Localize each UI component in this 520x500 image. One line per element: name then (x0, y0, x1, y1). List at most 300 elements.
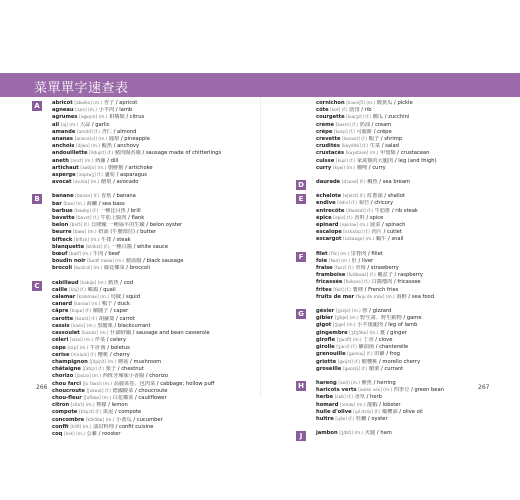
french-word: hareng (316, 379, 337, 386)
french-word: crème (316, 121, 335, 128)
french-word: canard (52, 301, 73, 308)
vocab-entry: fruits de mer [fʁɥi də mɛʁ] (m.) 海鮮 / sea food (316, 293, 434, 300)
section-letter-badge: C (32, 281, 42, 291)
vocab-entry: gésier [ʒezje] (m.) 胗 / gizzard (316, 308, 392, 315)
french-word: citron (52, 402, 70, 409)
vocab-entry: ail [aj] (m.) 大蒜 / garlic (52, 121, 110, 128)
vocab-entry: échalote [eʃalɔt] (f.) 紅蔥頭 / shallot (316, 193, 405, 200)
chinese-meaning: 龍蝦 (367, 401, 378, 408)
vocab-entry: chou-fleur [ʃuflœʁ] (m.) 白花椰菜 / cauliflower (52, 394, 167, 401)
vocab-entry: coq [kɔk] (m.) 公雞 / rooster (52, 430, 121, 437)
pronunciation: [ʒibje] (m.) (334, 316, 359, 322)
english-meaning: spinach (385, 222, 406, 229)
chinese-meaning: 什錦砂鍋 (110, 330, 132, 337)
pronunciation: [ɔmaʁ] (m.) (340, 402, 366, 408)
chinese-meaning: 貝隆蠔 一種扁平的生蠔 (91, 222, 145, 229)
pronunciation: [kaʁɔt] (f.) (74, 316, 98, 322)
vocab-entry: blanquette [blɑ̃kɛt] (f.) 一種白醬 / white sauce (52, 243, 169, 250)
chinese-meaning: 醋栗 (368, 365, 380, 372)
pronunciation: [gʁozɛj] (f.) (342, 366, 368, 372)
french-word: asperge (52, 172, 76, 179)
english-meaning: green bean (414, 387, 444, 394)
english-meaning: cream (375, 121, 392, 128)
french-word: fruits de mer (316, 293, 355, 300)
vocab-entry: crudités [kʁydite] (f.) 生菜 / salad (316, 143, 399, 150)
chinese-meaning: 一種白醬 (111, 243, 132, 250)
vocab-entry: filet [filɛ] (m.) 里脊肉 / fillet (316, 250, 383, 257)
vocab-entry: crevette [kʁəvɛt] (f.) 蝦子 / shrimp (316, 136, 403, 143)
chinese-meaning: 胗 (362, 308, 368, 315)
french-word: céleri (52, 337, 69, 344)
french-word: abricot (52, 100, 73, 106)
french-word: crudités (316, 143, 340, 150)
chinese-meaning: 鯡魚 (361, 379, 372, 386)
page-number-right: 267 (478, 384, 490, 391)
english-meaning: zucchini (388, 114, 410, 121)
english-meaning: choucroute (138, 387, 168, 394)
english-meaning: pickle (397, 100, 413, 106)
french-word: beurre (52, 229, 72, 236)
english-meaning: carrot (119, 315, 135, 322)
pronunciation: [s(ə)ʁiz] (f.) (71, 352, 97, 358)
french-word: coq (52, 430, 63, 437)
french-word: gigot (316, 322, 332, 329)
english-meaning: chorizo (149, 373, 169, 380)
french-word: griotte (316, 358, 337, 365)
pronunciation: [ʒɛ̃ʒɑ̃bʁ] (m.) (349, 330, 379, 336)
french-word: endive (316, 200, 336, 207)
french-word: curry (316, 164, 332, 171)
vocab-entry: brocoli [bʁɔkɔli] (m.) 綠花椰菜 / broccoli (52, 265, 150, 272)
page-number-left: 266 (36, 384, 48, 391)
vocab-entry: bœuf [bœf] (m.) 牛肉 / beef (52, 251, 120, 258)
english-meaning: fricassee (397, 279, 421, 286)
vocab-entry: concombre [kɔ̃kɔ̃bʁ] (m.) 小黃瓜 / cucumber (52, 416, 163, 423)
chinese-meaning: 菠菜 (369, 222, 381, 229)
vocab-entry: gingembre [ʒɛ̃ʒɑ̃bʁ] (m.) 薑 / ginger (316, 329, 407, 336)
chinese-meaning: 四季豆 (393, 387, 410, 394)
vocab-entry: endive [ɑ̃div] (f.) 菊苣 / chicory (316, 200, 394, 207)
vocab-entry: herbe [ɛʁb] (f.) 香草 / herb (316, 394, 382, 401)
english-meaning: currant (384, 365, 404, 372)
chinese-meaning: 菊苣 (358, 200, 370, 207)
vocab-entry: chorizo [ʃɔʁizo] (m.) 西班牙辣味小香腸 / chorizo (52, 373, 169, 380)
chinese-meaning: 白醬燉肉 (371, 279, 393, 286)
pronunciation: [ɑ̃dujɛt] (f.) (89, 151, 114, 157)
vocab-entry: andouillette [ɑ̃dujɛt] (f.) 豬肉腸香腸 / sausage made of chitterlings (52, 150, 222, 157)
section-letter-badge: G (296, 309, 306, 319)
chinese-meaning: 蘆筍 (104, 172, 115, 179)
english-meaning: caper (113, 308, 129, 315)
vocab-entry: curry [kyʁi] (m.) 咖哩 / curry (316, 164, 386, 171)
english-meaning: shallot (387, 193, 405, 200)
chinese-meaning: 小羊肉 (98, 107, 115, 114)
english-meaning: avocado (116, 179, 139, 186)
pronunciation: [ɑ̃ʃwa] (m.) (76, 144, 101, 150)
pronunciation: [kɔʁniʃɔ̃] (m.) (346, 101, 376, 106)
pronunciation: [bəlɔ̃] (f.) (69, 223, 90, 229)
vocab-entry: escalope [ɛskalɔp] (f.) 肉片 / cutlet (316, 229, 402, 236)
vocab-entry: beurre [bœʁ] (m.) 奶油 (牛腰部位) / butter (52, 229, 157, 236)
english-meaning: broccoli (129, 265, 150, 272)
chinese-meaning: 黑醋栗 (97, 322, 113, 329)
pronunciation: [ɥil dɔliv] (f.) (353, 409, 381, 415)
chinese-meaning: 里脊肉 (350, 250, 367, 257)
pronunciation: [kɔk] (m.) (64, 431, 85, 437)
vocab-entry: agrumes [agʁym] (m.) 柑橘類 / citrus (52, 114, 145, 121)
french-word: châtaigne (52, 366, 81, 373)
pronunciation: [aʁtiʃo] (m.) (80, 165, 107, 171)
chinese-meaning: 小羊後腿肉 (357, 322, 384, 329)
section-letter-badge: B (32, 194, 42, 204)
vocab-entry: cassoulet [kasulɛ] (m.) 什錦砂鍋 / sausage and bean casserole (52, 330, 210, 337)
pronunciation: [banan] (f.) (75, 194, 100, 200)
vocab-entry: artichaut [aʁtiʃo] (m.) 朝鮮薊 / artichoke (52, 164, 153, 171)
pronunciation: [fwa] (m.) (328, 258, 350, 264)
pronunciation: [bœf] (m.) (69, 252, 92, 258)
pronunciation: [baʁ] (m.) (63, 201, 86, 207)
english-meaning: brill (130, 207, 141, 214)
vocab-entry: girolle [ʒiʁɔl] (f.) 雞油菌 / chanterelle (316, 344, 409, 351)
chinese-meaning: 薯條 (352, 286, 364, 293)
english-meaning: white sauce (137, 243, 169, 250)
chinese-meaning: 蝸牛 (376, 236, 387, 243)
french-word: chou-fleur (52, 394, 82, 401)
vocab-entry: céleri [sɛlʁi] (m.) 芹菜 / celery (52, 337, 127, 344)
pronunciation: [ɛskaʁgo] (m.) (343, 237, 375, 243)
vocab-entry: chou farci [ʃu faʁsi] (m.) 高麗菜卷、包肉菜 / cabbage; hollow puff (52, 380, 215, 387)
english-meaning: curry (372, 164, 386, 171)
french-word: crevette (316, 136, 341, 143)
french-word: boudin noir (52, 258, 86, 265)
french-word: huile d'olive (316, 408, 352, 415)
vocab-entry: courgette [kuʁʒɛt] (f.) 櫛瓜 / zucchini (316, 114, 410, 121)
letter-section (32, 193, 262, 272)
english-meaning: cauliflower (138, 394, 167, 401)
section-letter-badge: E (296, 194, 306, 204)
english-meaning: sea food (411, 293, 434, 300)
french-word: échalote (316, 193, 342, 200)
english-meaning: chicory (374, 200, 394, 207)
english-meaning: French fries (368, 286, 399, 293)
french-word: cabillaud (52, 279, 79, 286)
chinese-meaning: 咖哩 (356, 164, 368, 171)
vocab-entry: crustacés [kʁystase] (m.) 甲殼類 / crustacean (316, 150, 430, 157)
vocab-entry: côte [kot] (f.) 肋排 / rib (316, 107, 372, 114)
pronunciation: [fʁɛz] (f.) (334, 266, 354, 272)
english-meaning: banana (116, 193, 136, 200)
chinese-meaning: 橄欖油 (382, 408, 398, 415)
chinese-meaning: 櫻桃 (97, 351, 109, 358)
vocab-entry: carotte [kaʁɔt] (f.) 胡蘿蔔 / carrot (52, 315, 135, 322)
english-meaning: leg (and thigh) (398, 157, 437, 164)
english-meaning: shrimp (384, 136, 403, 143)
french-word: gésier (316, 308, 335, 315)
pronunciation: [anɛt] (m.) (70, 158, 94, 164)
chinese-meaning: 柑橘類 (109, 114, 125, 121)
english-meaning: duck (117, 301, 130, 308)
pronunciation: [kɔ̃pɔt] (f.) (78, 410, 102, 416)
pronunciation: [aspɛʁʒ] (f.) (77, 173, 103, 179)
chinese-meaning: 烏賊 (110, 294, 121, 301)
pronunciation: [fʁit] (f.) (333, 287, 351, 293)
chinese-meaning: 油封料理 (93, 423, 114, 430)
french-word: confit (52, 423, 69, 430)
english-meaning: steak (116, 236, 131, 243)
vocab-entry: agneau [aɲo] (m.) 小羊肉 / lamb (52, 107, 133, 114)
french-word: fricassée (316, 279, 343, 286)
chinese-meaning: 可麗餅 (356, 128, 373, 135)
vocab-entry: ananas [anana(s)] (m.) 鳳梨 / pineapple (52, 136, 150, 143)
chinese-meaning: 牡蠣 (355, 415, 367, 422)
pronunciation: [dɔʁad] (f.) (341, 180, 366, 186)
vocab-entry: asperge [aspɛʁʒ] (f.) 蘆筍 / asparagus (52, 172, 147, 179)
english-meaning: sausage and bean casserole (136, 330, 210, 337)
chinese-meaning: 一種比目魚 (99, 207, 126, 214)
letter-section (296, 100, 520, 172)
english-meaning: raspberry (397, 272, 423, 279)
french-word: compote (52, 409, 78, 416)
french-word: framboise (316, 272, 346, 279)
vocab-entry: épinard [epinaʁ] (m.) 菠菜 / spinach (316, 222, 406, 229)
pronunciation: [bœʁ] (m.) (73, 230, 97, 236)
pronunciation: [kɑpʁ] (f.) (70, 309, 92, 315)
english-meaning: celery (110, 337, 127, 344)
english-meaning: asparagus (120, 172, 147, 179)
chinese-meaning: 奶油 (牛腰部位) (98, 229, 136, 236)
pronunciation: [kʁydite] (f.) (341, 144, 369, 150)
page-title: 菜單單字速查表 (34, 81, 129, 96)
french-word: ananas (52, 136, 73, 143)
vocab-entry: belon [bəlɔ̃] (f.) 貝隆蠔 一種扁平的生蠔 / belon oyster (52, 222, 183, 229)
english-meaning: cabbage; hollow puff (160, 380, 215, 387)
pronunciation: [kalamaʁ] (m.) (76, 295, 109, 301)
vocab-entry: barbue [baʁby] (f.) 一種比目魚 / brill (52, 207, 141, 214)
french-word: foie (316, 257, 328, 264)
letter-section (32, 280, 262, 438)
left-column (32, 100, 262, 445)
chinese-meaning: 果泥 (102, 409, 114, 416)
chinese-meaning: 杏子 (103, 100, 115, 106)
chinese-meaning: 紅蔥頭 (367, 193, 383, 200)
english-meaning: fillet (371, 250, 383, 257)
english-meaning: apricot (119, 100, 138, 106)
pronunciation: [kabijo] (m.) (80, 280, 107, 286)
french-word: groseille (316, 365, 342, 372)
vocab-entry: daurade [dɔʁad] (f.) 鯛魚 / sea bream (316, 179, 411, 186)
english-meaning: citrus (129, 114, 145, 121)
letter-section (296, 179, 520, 190)
pronunciation: [kʁystase] (m.) (345, 151, 379, 157)
vocab-entry: caille [kaj] (f.) 鵪鶉 / quail (52, 286, 116, 293)
french-word: artichaut (52, 164, 79, 171)
pronunciation: [aʁɑ̃] (m.) (338, 380, 360, 386)
pronunciation: [budɛ̃ nwaʁ] (m.) (87, 259, 125, 265)
english-meaning: olive oil (402, 408, 423, 415)
french-word: côte (316, 107, 329, 114)
english-meaning: snail (391, 236, 404, 243)
french-word: cerise (52, 351, 70, 358)
pronunciation: [kyʁi] (m.) (332, 165, 356, 171)
vocab-entry: cerise [s(ə)ʁiz] (f.) 櫻桃 / cherry (52, 351, 130, 358)
french-word: bavette (52, 215, 75, 222)
english-meaning: gizzard (372, 308, 392, 315)
english-meaning: herring (377, 379, 396, 386)
english-meaning: lemon (111, 402, 128, 409)
pronunciation: [ɛskalɔp] (f.) (343, 230, 370, 236)
english-meaning: confit cuisine (118, 423, 154, 430)
french-word: jambon (316, 430, 338, 437)
english-meaning: artichoke (128, 164, 153, 171)
english-meaning: belon oyster (149, 222, 183, 229)
english-meaning: strawberry (370, 265, 399, 272)
vocab-entry: frites [fʁit] (f.) 薯條 / French fries (316, 286, 399, 293)
pronunciation: [baʁby] (f.) (74, 208, 99, 214)
pronunciation: [avɔka] (m.) (73, 180, 100, 186)
vocab-entry: champignon [ʃɑ̃piɲɔ̃] (m.) 蘑菇 / mushroom (52, 358, 162, 365)
pronunciation: [ʃɔʁizo] (m.) (74, 374, 102, 380)
pronunciation: [ʃu faʁsi] (m.) (82, 381, 112, 387)
chinese-meaning: 香草 (354, 394, 365, 401)
pronunciation: [kuʁʒɛt] (f.) (346, 115, 372, 121)
vocab-entry: canard [kanaʁ] (m.) 鴨子 / duck (52, 301, 130, 308)
english-meaning: liver (361, 257, 374, 264)
vocab-entry: foie [fwa] (m.) 肝 / liver (316, 257, 374, 264)
chinese-meaning: 肉片 (371, 229, 382, 236)
vocab-entry: bar [baʁ] (m.) 海鱸 / sea bass (52, 200, 125, 207)
chinese-meaning: 綠花椰菜 (103, 265, 125, 272)
chinese-meaning: 甲殼類 (380, 150, 396, 157)
vocab-entry: gibier [ʒibje] (m.) 野生禽、野生動物 / game (316, 315, 422, 322)
chinese-meaning: 酸黃瓜 (376, 100, 393, 106)
french-word: calamar (52, 294, 76, 301)
english-meaning: black sausage (146, 258, 184, 265)
french-word: agrumes (52, 114, 78, 121)
english-meaning: flank (131, 215, 145, 222)
pronunciation: [ʒezje] (m.) (335, 309, 361, 315)
french-word: avocat (52, 179, 72, 186)
french-word: andouillette (52, 150, 88, 157)
english-meaning: garlic (95, 121, 110, 128)
section-letter-badge: D (296, 180, 306, 190)
vocab-entry: abricot [abʁiko] (m.) 杏子 / apricot (52, 100, 138, 106)
pronunciation: [kʁəvɛt] (f.) (342, 137, 368, 143)
chinese-meaning: 鴨子 (101, 301, 113, 308)
chinese-meaning: 小黃瓜 (116, 416, 132, 423)
english-meaning: blackcurrant (117, 322, 151, 329)
chinese-meaning: 奶油 (359, 121, 371, 128)
chinese-meaning: 家禽類的大腿肉 (356, 157, 394, 164)
section-letter-badge: A (32, 101, 42, 111)
english-meaning: butter (140, 229, 157, 236)
vocab-entry: boudin noir [budɛ̃ nwaʁ] (m.) 豬血腸 / black sausage (52, 258, 184, 265)
chinese-meaning: 杏仁 (101, 128, 112, 135)
english-meaning: ginger (390, 329, 407, 336)
pronunciation: [epinaʁ] (m.) (340, 223, 369, 229)
english-meaning: spice (369, 214, 384, 221)
french-word: barbue (52, 207, 73, 214)
chinese-meaning: 德國酸菜 (112, 387, 134, 394)
english-meaning: lobster (382, 401, 401, 408)
chinese-meaning: 牛排 (101, 236, 112, 243)
french-word: belon (52, 222, 69, 229)
english-meaning: almond (117, 128, 137, 135)
chinese-meaning: 牛肋排 (374, 207, 391, 214)
pronunciation: [blɑ̃kɛt] (f.) (85, 244, 110, 250)
vocab-entry: escargot [ɛskaʁgo] (m.) 蝸牛 / snail (316, 236, 404, 243)
french-word: carotte (52, 315, 74, 322)
english-meaning: rooster (102, 430, 121, 437)
french-word: escalope (316, 229, 342, 236)
french-word: chou farci (52, 380, 81, 387)
vocab-entry: anchois [ɑ̃ʃwa] (m.) 鯷魚 / anchovy (52, 143, 140, 150)
english-meaning: rib steak (395, 207, 418, 214)
french-word: escargot (316, 236, 342, 243)
english-meaning: beef (108, 251, 120, 258)
chinese-meaning: 芹菜 (94, 337, 106, 344)
letter-section (296, 308, 520, 373)
english-meaning: crêpe (377, 128, 392, 135)
chinese-meaning: 野生禽、野生動物 (360, 315, 402, 322)
vocab-entry: choucroute [ʃukʁut] (f.) 德國酸菜 / choucroute (52, 387, 168, 394)
vocab-entry: confit [kɔ̃fi] (m.) 油封料理 / confit cuisine (52, 423, 154, 430)
french-word: cèpe (52, 344, 66, 351)
vocab-entry: gigot [ʒigo] (m.) 小羊後腿肉 / leg of lamb (316, 322, 418, 329)
french-word: haricots verts (316, 387, 357, 394)
chinese-meaning: 檸檬 (96, 402, 107, 409)
english-meaning: crustacean (400, 150, 430, 157)
vocab-entry: bavette [bavɛt] (f.) 牛肋上腹肉 / flank (52, 215, 145, 222)
french-word: herbe (316, 394, 334, 401)
pronunciation: [fʁɑ̃bwaz] (f.) (347, 273, 376, 279)
chinese-meaning: 蘑菇 (118, 358, 129, 365)
pronunciation: [ɛʁb] (f.) (334, 395, 353, 401)
chinese-meaning: 西班牙辣味小香腸 (102, 373, 145, 380)
french-word: crêpe (316, 128, 333, 135)
vocab-entry: hareng [aʁɑ̃] (m.) 鯡魚 / herring (316, 379, 396, 386)
chinese-meaning: 胡蘿蔔 (98, 315, 115, 322)
french-word: frites (316, 286, 332, 293)
pronunciation: [epis] (f.) (333, 215, 353, 221)
vocab-entry: bifteck [biftɛk] (m.) 牛排 / steak (52, 236, 131, 243)
french-word: grenouille (316, 351, 346, 358)
vocab-entry: framboise [fʁɑ̃bwaz] (f.) 覆盆子 / raspberry (316, 272, 423, 279)
french-word: filet (316, 250, 328, 257)
french-word: homard (316, 401, 339, 408)
french-word: gibier (316, 315, 334, 322)
chinese-meaning: 香料 (354, 214, 365, 221)
french-word: blanquette (52, 243, 85, 250)
pronunciation: [ʒiʁɔl] (f.) (336, 345, 357, 351)
chinese-meaning: 海鱸 (86, 200, 98, 207)
chinese-meaning: 肝 (351, 257, 357, 264)
pronunciation: [gʁijɔt] (f.) (337, 359, 361, 365)
chinese-meaning: 薑 (379, 329, 386, 336)
vocab-entry: grenouille [gʁənuj] (f.) 田雞 / frog (316, 351, 400, 358)
vocab-entry: crêpe [kʁɛp] (f.) 可麗餅 / crêpe (316, 128, 392, 135)
english-meaning: cucumber (136, 416, 163, 423)
english-meaning: sea bream (382, 179, 411, 186)
english-meaning: oyster (371, 415, 388, 422)
chinese-meaning: 鯛魚 (367, 179, 378, 186)
chinese-meaning: 生菜 (369, 143, 381, 150)
pronunciation: [fʁɥi də mɛʁ] (m.) (355, 294, 395, 300)
vocab-entry: homard [ɔmaʁ] (m.) 龍蝦 / lobster (316, 401, 401, 408)
vocab-entry: fraise [fʁɛz] (f.) 草莓 / strawberry (316, 265, 399, 272)
pronunciation: [kaj] (f.) (69, 287, 86, 293)
chinese-meaning: 栗子 (105, 366, 117, 373)
vocab-entry: cornichon [kɔʁniʃɔ̃] (m.) 酸黃瓜 / pickle (316, 100, 413, 106)
